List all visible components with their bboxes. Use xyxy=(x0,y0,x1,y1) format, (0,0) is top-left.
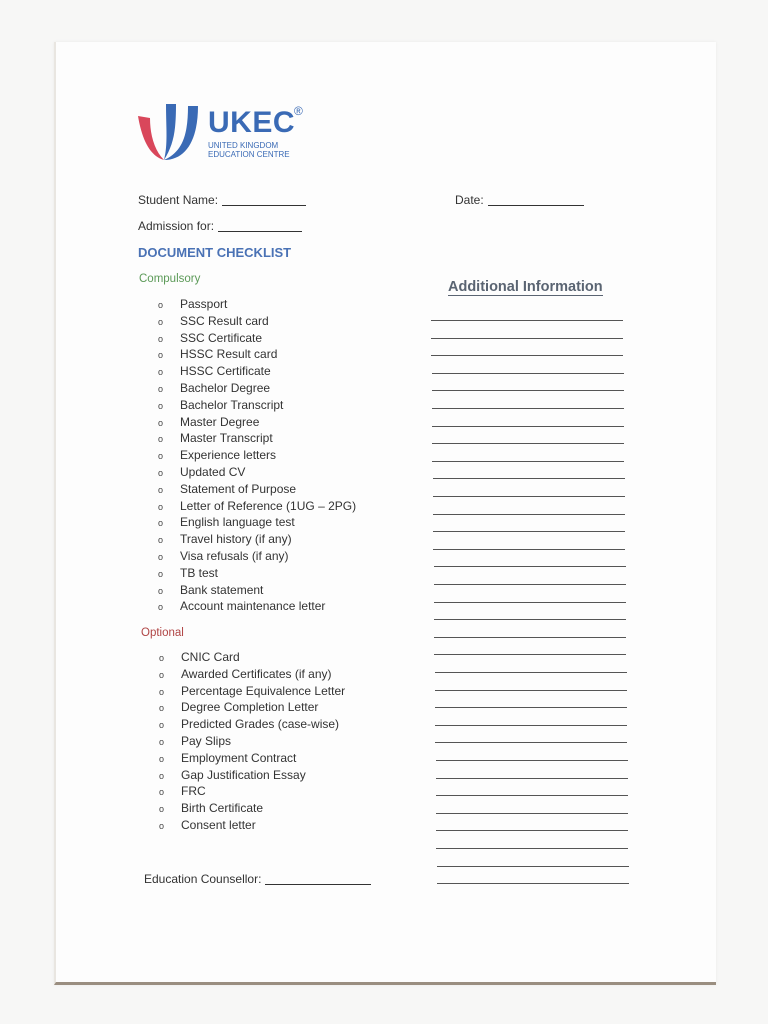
checkbox-bullet-icon[interactable]: o xyxy=(158,417,164,428)
optional-item-label: Consent letter xyxy=(181,817,256,832)
compulsory-item-label: Travel history (if any) xyxy=(180,532,292,547)
optional-item[interactable] xyxy=(159,767,345,784)
writing-line[interactable] xyxy=(433,549,625,550)
registered-mark: ® xyxy=(294,104,303,118)
logo-text xyxy=(208,104,308,159)
checkbox-bullet-icon[interactable]: o xyxy=(158,400,164,411)
optional-item-label: Birth Certificate xyxy=(181,801,264,816)
counsellor-blank[interactable] xyxy=(265,884,371,885)
checkbox-bullet-icon[interactable]: o xyxy=(159,686,165,697)
optional-item-label: Degree Completion Letter xyxy=(181,700,319,715)
writing-line[interactable] xyxy=(432,373,624,374)
compulsory-item[interactable] xyxy=(158,481,356,498)
checkbox-bullet-icon[interactable]: o xyxy=(158,316,164,327)
compulsory-item[interactable] xyxy=(158,414,356,431)
compulsory-item[interactable] xyxy=(158,582,356,599)
checkbox-bullet-icon[interactable]: o xyxy=(158,518,164,529)
writing-line[interactable] xyxy=(431,355,623,356)
writing-line[interactable] xyxy=(431,320,623,321)
checkbox-bullet-icon[interactable]: o xyxy=(159,669,165,680)
compulsory-item[interactable] xyxy=(158,548,356,565)
checkbox-bullet-icon[interactable]: o xyxy=(158,551,164,562)
compulsory-list xyxy=(158,296,356,615)
checkbox-bullet-icon[interactable]: o xyxy=(158,467,164,478)
writing-line[interactable] xyxy=(432,443,624,444)
writing-line[interactable] xyxy=(437,883,629,884)
checkbox-bullet-icon[interactable]: o xyxy=(158,300,164,310)
checkbox-bullet-icon[interactable]: o xyxy=(158,484,164,495)
writing-line[interactable] xyxy=(433,514,625,515)
compulsory-item-label: Master Degree xyxy=(180,414,260,429)
checkbox-bullet-icon[interactable]: o xyxy=(158,333,164,344)
student-name-blank[interactable] xyxy=(222,205,306,206)
writing-line[interactable] xyxy=(433,478,625,479)
writing-line[interactable] xyxy=(436,813,628,814)
writing-line[interactable] xyxy=(436,795,628,796)
compulsory-item-label: Bachelor Transcript xyxy=(180,397,284,412)
checkbox-bullet-icon[interactable]: o xyxy=(159,804,165,815)
writing-line[interactable] xyxy=(433,531,625,532)
compulsory-item-label: Letter of Reference (1UG – 2PG) xyxy=(180,498,357,513)
admission-label: Admission for: xyxy=(138,219,215,233)
compulsory-item[interactable] xyxy=(158,447,356,464)
writing-line[interactable] xyxy=(437,866,629,867)
checkbox-bullet-icon[interactable]: o xyxy=(159,753,165,764)
checkbox-bullet-icon[interactable]: o xyxy=(158,568,164,579)
checkbox-bullet-icon[interactable]: o xyxy=(158,602,164,613)
compulsory-item-label: Visa refusals (if any) xyxy=(180,548,289,563)
education-counsellor-field[interactable] xyxy=(144,872,371,886)
optional-item-label: Employment Contract xyxy=(181,750,297,765)
compulsory-item-label: HSSC Result card xyxy=(180,347,278,362)
ukec-logo xyxy=(136,100,303,164)
optional-item[interactable] xyxy=(159,649,345,666)
compulsory-item[interactable] xyxy=(158,498,356,515)
optional-item-label: Pay Slips xyxy=(181,733,232,748)
counsellor-label: Education Counsellor: xyxy=(144,872,262,886)
checkbox-bullet-icon[interactable]: o xyxy=(159,703,165,714)
date-blank[interactable] xyxy=(488,205,584,206)
ukec-logo-icon xyxy=(136,100,202,164)
student-name-field[interactable] xyxy=(138,193,306,207)
writing-line[interactable] xyxy=(434,602,626,603)
compulsory-item-label: Bachelor Degree xyxy=(180,380,271,395)
additional-information-title: Additional Information xyxy=(448,279,603,295)
logo-brand: UKEC xyxy=(208,106,296,139)
optional-list xyxy=(159,649,345,834)
writing-line[interactable] xyxy=(434,566,626,567)
writing-line[interactable] xyxy=(435,742,627,743)
optional-item[interactable] xyxy=(159,783,345,800)
document-checklist-title: DOCUMENT CHECKLIST xyxy=(138,245,292,260)
compulsory-item[interactable] xyxy=(158,430,356,447)
compulsory-item-label: Statement of Purpose xyxy=(180,481,297,496)
admission-field[interactable] xyxy=(138,219,302,233)
compulsory-item-label: HSSC Certificate xyxy=(180,364,271,379)
checkbox-bullet-icon[interactable]: o xyxy=(159,720,165,731)
writing-line[interactable] xyxy=(431,338,623,339)
compulsory-item-label: Updated CV xyxy=(180,464,246,479)
compulsory-item[interactable] xyxy=(158,514,356,531)
writing-line[interactable] xyxy=(436,848,628,849)
compulsory-item[interactable] xyxy=(158,313,356,330)
optional-item[interactable] xyxy=(159,716,345,733)
writing-line[interactable] xyxy=(435,725,627,726)
checkbox-bullet-icon[interactable]: o xyxy=(158,451,164,462)
writing-line[interactable] xyxy=(434,619,626,620)
compulsory-item[interactable] xyxy=(158,296,356,313)
checkbox-bullet-icon[interactable]: o xyxy=(159,770,165,781)
compulsory-item-label: SSC Certificate xyxy=(180,330,263,345)
writing-line[interactable] xyxy=(434,584,626,585)
writing-line[interactable] xyxy=(435,707,627,708)
optional-item[interactable] xyxy=(159,666,345,683)
optional-heading: Optional xyxy=(141,627,184,639)
writing-line[interactable] xyxy=(433,496,625,497)
date-label: Date: xyxy=(455,193,484,207)
compulsory-item[interactable] xyxy=(158,346,356,363)
compulsory-item-label: Experience letters xyxy=(180,448,277,463)
optional-item[interactable] xyxy=(159,683,345,700)
compulsory-item-label: Master Transcript xyxy=(180,431,273,446)
writing-line[interactable] xyxy=(434,654,626,655)
compulsory-item-label: Account maintenance letter xyxy=(180,599,326,614)
writing-line[interactable] xyxy=(436,760,628,761)
checkbox-bullet-icon[interactable]: o xyxy=(159,653,165,663)
writing-line[interactable] xyxy=(432,461,624,462)
compulsory-item[interactable] xyxy=(158,363,356,380)
compulsory-item-label: English language test xyxy=(180,515,295,530)
compulsory-item-label: SSC Result card xyxy=(180,313,269,328)
writing-line[interactable] xyxy=(432,408,624,409)
optional-item[interactable] xyxy=(159,817,345,834)
date-field[interactable] xyxy=(455,193,584,207)
compulsory-item[interactable] xyxy=(158,380,356,397)
checkbox-bullet-icon[interactable]: o xyxy=(159,736,165,747)
optional-item[interactable] xyxy=(159,733,345,750)
compulsory-item[interactable] xyxy=(158,464,356,481)
writing-line[interactable] xyxy=(436,830,628,831)
checkbox-bullet-icon[interactable]: o xyxy=(159,787,165,798)
compulsory-heading: Compulsory xyxy=(139,273,201,285)
checkbox-bullet-icon[interactable]: o xyxy=(158,383,164,394)
checkbox-bullet-icon[interactable]: o xyxy=(159,820,165,831)
checkbox-bullet-icon[interactable]: o xyxy=(158,434,164,445)
optional-item-label: Awarded Certificates (if any) xyxy=(181,666,332,681)
writing-line[interactable] xyxy=(435,672,627,673)
writing-line[interactable] xyxy=(432,390,624,391)
optional-item-label: Percentage Equivalence Letter xyxy=(181,683,346,698)
compulsory-item-label: Passport xyxy=(180,297,228,311)
optional-item-label: Gap Justification Essay xyxy=(181,767,306,782)
compulsory-item-label: Bank statement xyxy=(180,582,264,597)
compulsory-item-label: TB test xyxy=(180,565,219,580)
checkbox-bullet-icon[interactable]: o xyxy=(158,501,164,512)
compulsory-item[interactable] xyxy=(158,565,356,582)
writing-line[interactable] xyxy=(435,690,627,691)
checkbox-bullet-icon[interactable]: o xyxy=(158,535,164,546)
optional-item[interactable] xyxy=(159,800,345,817)
compulsory-item[interactable] xyxy=(158,397,356,414)
compulsory-item[interactable] xyxy=(158,531,356,548)
logo-tagline: UNITED KINGDOM EDUCATION CENTRE xyxy=(208,141,290,159)
compulsory-item[interactable] xyxy=(158,598,356,615)
checkbox-bullet-icon[interactable]: o xyxy=(158,350,164,361)
writing-line[interactable] xyxy=(436,778,628,779)
writing-line[interactable] xyxy=(432,426,624,427)
optional-item[interactable] xyxy=(159,699,345,716)
student-name-label: Student Name: xyxy=(138,193,219,207)
checkbox-bullet-icon[interactable]: o xyxy=(158,585,164,596)
optional-item[interactable] xyxy=(159,750,345,767)
optional-item-label: CNIC Card xyxy=(181,650,240,664)
optional-item-label: FRC xyxy=(181,784,206,799)
writing-line[interactable] xyxy=(434,637,626,638)
admission-blank[interactable] xyxy=(218,231,302,232)
optional-item-label: Predicted Grades (case-wise) xyxy=(181,717,340,732)
checkbox-bullet-icon[interactable]: o xyxy=(158,367,164,378)
compulsory-item[interactable] xyxy=(158,330,356,347)
